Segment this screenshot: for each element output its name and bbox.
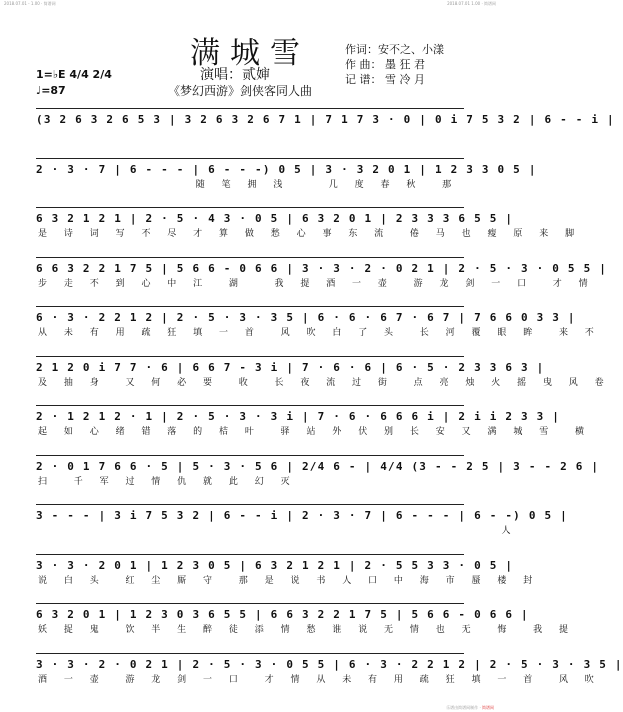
notation-line: 6 3 2 1 2 1 | 2 · 5 · 4 3 · 0 5 | 6 3 2 0 1 | 2 3 3 3 6 5 5 | bbox=[36, 207, 464, 228]
notation-line: 6 · 3 · 2 2 1 2 | 2 · 5 · 3 · 3 5 | 6 · 6 · 6 7 · 6 7 | 7 6 6 0 3 3 | bbox=[36, 306, 464, 327]
tempo-mark: ♩=87 bbox=[36, 84, 66, 97]
score-row bbox=[36, 405, 591, 438]
score-row bbox=[36, 158, 537, 191]
score-row bbox=[36, 108, 615, 141]
footer-site: 简谱网 bbox=[482, 705, 494, 710]
notation-line: 2 1 2 0 i 7 7 · 6 | 6 6 7 - 3 i | 7 · 6 · 6 | 6 · 5 · 2 3 3 6 3 | bbox=[36, 356, 464, 377]
notation-line: 2 · 1 2 1 2 · 1 | 2 · 5 · 3 · 3 i | 7 · 6 · 6 6 6 i | 2 i i 2 3 3 | bbox=[36, 405, 464, 426]
notation-line: 2 · 3 · 7 | 6 - - - | 6 - - -) 0 5 | 3 · 3 2 0 1 | 1 2 3 3 0 5 | bbox=[36, 158, 464, 179]
score-row bbox=[36, 554, 540, 587]
song-title: 满城雪 bbox=[190, 36, 310, 71]
lyricist-line: 作词：安不之、小漾 bbox=[345, 43, 444, 56]
score-row bbox=[36, 603, 575, 636]
lyric-line: 说 白 头 红 尘 厮 守 那 是 说 书 人 口 中 海 市 蜃 楼 封 bbox=[38, 575, 540, 586]
notation-line: 6 6 3 2 2 1 7 5 | 5 6 6 - 0 6 6 | 3 · 3 · 2 · 0 2 1 | 2 · 5 · 3 · 0 5 5 | bbox=[36, 257, 464, 278]
lyric-line: 人 bbox=[38, 526, 518, 536]
lyric-line: 步 走 不 到 心 中 江 湖 我 提 酒 一 壶 游 龙 剑 一 口 才 情 bbox=[38, 278, 595, 289]
singer-line: 演唱：贰婶 bbox=[200, 67, 270, 83]
top-left-meta: 2018.07.01 - 1.00 · 简谱网 bbox=[4, 1, 56, 6]
notation-line: 6 3 2 0 1 | 1 2 3 0 3 6 5 5 | 6 6 3 2 2 1 7 5 | 5 6 6 - 0 6 6 | bbox=[36, 603, 464, 624]
footer-text: 乐谱由简谱网制作 bbox=[446, 705, 479, 710]
score-row bbox=[36, 356, 611, 389]
top-meta-bar bbox=[0, 0, 500, 8]
source-line: 《梦幻西游》剑侠客同人曲 bbox=[168, 84, 313, 98]
score-row bbox=[36, 257, 608, 290]
notation-line: 2 · 0 1 7 6 6 · 5 | 5 · 3 · 5 6 | 2/4 6 - | 4/4 (3 - - 2 5 | 3 - - 2 6 | bbox=[36, 455, 464, 476]
score-row bbox=[36, 207, 582, 240]
notation-line: (3 2 6 3 2 6 5 3 | 3 2 6 3 2 6 7 1 | 7 1 7 3 · 0 | 0 i 7 5 3 2 | 6 - - i | bbox=[36, 108, 464, 129]
score-row bbox=[36, 653, 623, 686]
score-row bbox=[36, 504, 568, 537]
score-row bbox=[36, 306, 601, 339]
lyric-line: 扫 千 军 过 情 仇 就 此 幻 灭 bbox=[38, 476, 297, 487]
lyric-line: 酒 一 壶 游 龙 剑 一 口 才 情 从 未 有 用 疏 狂 填 一 首 风 吹 bbox=[38, 674, 601, 685]
score-row bbox=[36, 455, 600, 488]
notation-line: 3 · 3 · 2 0 1 | 1 2 3 0 5 | 6 3 2 1 2 1 | 2 · 5 5 3 3 · 0 5 | bbox=[36, 554, 464, 575]
key-signature: 1=♭E 4/4 2/4 bbox=[36, 68, 112, 81]
lyric-line: 起 如 心 绪 错 落 的 桔 叶 驿 站 外 伏 别 长 安 又 满 城 雪 横 bbox=[38, 427, 591, 437]
notation-line: 3 · 3 · 2 · 0 2 1 | 2 · 5 · 3 · 0 5 5 | 6 · 3 · 2 2 1 2 | 2 · 5 · 3 · 3 5 | bbox=[36, 653, 464, 674]
top-right-meta: 2018.07.01 1.00 · 简谱网 bbox=[447, 1, 496, 6]
footer-bar: 乐谱由简谱网制作 · 简谱网 bbox=[446, 705, 494, 710]
lyric-line: 随 笔 拥 浅 几 度 春 秋 那 bbox=[38, 179, 459, 190]
lyric-line: 从 未 有 用 疏 狂 填 一 首 风 吹 白 了 头 长 河 覆 眼 眸 来 不 bbox=[38, 328, 601, 338]
composer-line: 作 曲： 墨 狂 君 bbox=[345, 58, 425, 71]
lyric-line: 及 抽 身 又 何 必 要 收 长 夜 流 过 街 点 亮 烛 火 摇 曳 风 卷 bbox=[38, 377, 611, 388]
credits-block bbox=[345, 42, 444, 87]
notation-line: 3 - - - | 3 i 7 5 3 2 | 6 - - i | 2 · 3 · 7 | 6 - - - | 6 - -) 0 5 | bbox=[36, 504, 464, 525]
lyric-line: 妖 捉 鬼 饮 半 生 醉 徒 添 情 愁 谁 说 无 情 也 无 悔 我 提 bbox=[38, 625, 575, 635]
lyric-line bbox=[36, 129, 464, 141]
transcriber-line: 记 谱： 雪 冷 月 bbox=[345, 73, 425, 86]
lyric-line: 是 诗 词 写 不 尽 才 算 做 愁 心 事 东 流 倦 马 也 瘦 原 来 脚 bbox=[38, 229, 582, 239]
